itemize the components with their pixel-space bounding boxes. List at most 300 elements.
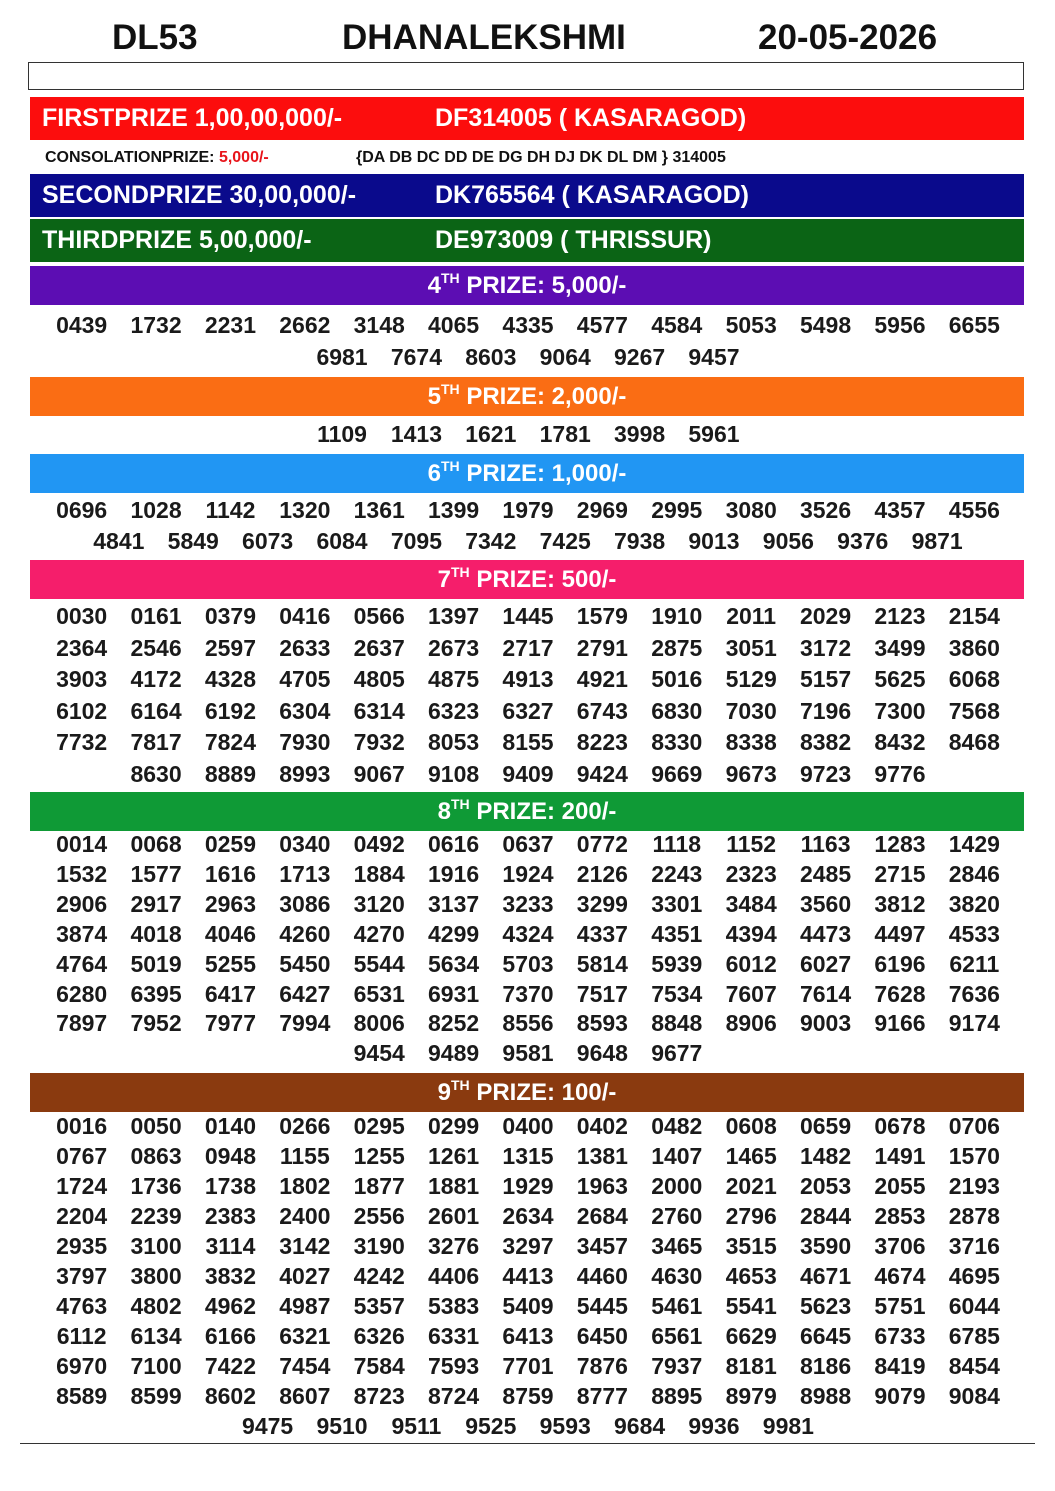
winning-number: 8777	[576, 1383, 628, 1409]
tier-label: PRIZE: 500/-	[476, 566, 617, 593]
winning-number: 7824	[204, 729, 257, 756]
winning-number: 4533	[948, 920, 1000, 947]
tier-ordinal: 5	[427, 383, 441, 410]
winning-number: 1621	[465, 421, 517, 447]
winning-number: 2055	[874, 1173, 926, 1199]
winning-number: 1881	[428, 1173, 480, 1199]
winning-number: 6970	[56, 1353, 108, 1379]
winning-number: 5814	[576, 950, 628, 977]
winning-number: 1261	[428, 1143, 480, 1169]
winning-number: 2906	[56, 890, 108, 917]
winning-number: 4406	[428, 1263, 480, 1289]
winning-number: 7932	[353, 729, 405, 756]
tier-suffix: TH	[450, 1077, 470, 1093]
winning-number: 2717	[502, 634, 554, 661]
winning-number: 3716	[948, 1233, 1000, 1259]
winning-number: 6211	[949, 950, 1000, 977]
winning-number: 4027	[279, 1263, 331, 1289]
winning-number: 1877	[353, 1173, 405, 1199]
winning-number: 5383	[428, 1293, 480, 1319]
winning-number: 7300	[874, 697, 926, 724]
winning-number: 0948	[204, 1143, 257, 1169]
winning-number: 1732	[130, 312, 182, 338]
winning-number: 6395	[130, 980, 182, 1007]
winning-number: 8223	[576, 729, 628, 756]
winning-number: 5019	[130, 950, 182, 977]
winning-number: 6531	[353, 980, 405, 1007]
winning-number: 7422	[204, 1353, 257, 1379]
winning-number: 9166	[874, 1010, 926, 1037]
winning-number: 9067	[353, 760, 405, 787]
winning-number: 8181	[725, 1353, 777, 1379]
winning-number: 4335	[502, 312, 554, 338]
winning-number: 1142	[205, 497, 256, 523]
winning-number: 8155	[502, 729, 554, 756]
tier-suffix: TH	[450, 564, 470, 580]
winning-number: 1465	[725, 1143, 777, 1169]
winning-number: 0616	[428, 831, 480, 857]
winning-number: 3086	[279, 890, 331, 917]
winning-number: 3457	[576, 1233, 628, 1259]
winning-number: 7701	[502, 1353, 554, 1379]
winning-number: 7196	[799, 697, 852, 724]
winning-number: 1532	[56, 860, 108, 887]
winning-number: 3301	[651, 890, 703, 917]
winning-number: 8599	[130, 1383, 182, 1409]
winning-number: 5016	[651, 666, 703, 693]
tier-label: PRIZE: 1,000/-	[466, 460, 627, 487]
winning-number: 0637	[502, 831, 554, 857]
winning-number: 4046	[204, 920, 257, 947]
winning-number: 5541	[725, 1293, 777, 1319]
winning-number: 2485	[799, 860, 852, 887]
winning-number: 6166	[204, 1323, 257, 1349]
winning-number: 0696	[56, 497, 108, 523]
winning-number: 0402	[576, 1113, 628, 1139]
winning-number: 2963	[204, 890, 257, 917]
winning-number: 9648	[576, 1040, 628, 1067]
winning-number: 2546	[130, 634, 182, 661]
winning-number: 5053	[725, 312, 777, 338]
winning-number: 4584	[651, 312, 703, 338]
winning-number: 7607	[725, 980, 777, 1007]
winning-number: 6331	[428, 1323, 480, 1349]
winning-number: 2204	[56, 1203, 108, 1229]
winning-number: 4695	[948, 1263, 1000, 1289]
winning-number: 3998	[614, 421, 666, 447]
winning-number: 7817	[130, 729, 182, 756]
winning-number: 9936	[688, 1413, 740, 1439]
winning-number: 8988	[799, 1383, 852, 1409]
winning-number: 8338	[725, 729, 777, 756]
winning-number: 4577	[576, 312, 628, 338]
fourth-prize-band	[30, 266, 1024, 305]
winning-number: 1482	[799, 1143, 852, 1169]
winning-number: 1929	[502, 1173, 554, 1199]
winning-number: 2126	[576, 860, 628, 887]
winning-number: 7342	[465, 528, 517, 554]
tier-ordinal: 9	[437, 1079, 451, 1106]
winning-number: 4921	[576, 666, 628, 693]
winning-number: 9776	[874, 760, 926, 787]
winning-number: 3172	[799, 634, 852, 661]
winning-number: 1118	[652, 831, 702, 857]
tier-ordinal: 7	[437, 566, 451, 593]
seventh-prize-numbers	[44, 601, 1012, 791]
tier-label: PRIZE: 200/-	[476, 798, 617, 825]
winning-number: 6655	[948, 312, 1000, 338]
winning-number: 5956	[874, 312, 926, 338]
winning-number: 4497	[874, 920, 926, 947]
winning-number: 0678	[874, 1113, 926, 1139]
winning-number: 5129	[725, 666, 777, 693]
winning-number: 4460	[576, 1263, 628, 1289]
winning-number: 9079	[874, 1383, 926, 1409]
winning-number: 2846	[948, 860, 1000, 887]
winning-number: 3233	[502, 890, 554, 917]
winning-number: 9871	[911, 528, 963, 554]
winning-number: 1397	[428, 603, 480, 629]
winning-number: 6427	[279, 980, 331, 1007]
fifth-prize-band	[30, 377, 1024, 416]
winning-number: 9581	[502, 1040, 554, 1067]
winning-number: 9457	[688, 344, 740, 370]
winning-number: 4875	[428, 666, 480, 693]
winning-number: 6321	[279, 1323, 331, 1349]
winning-number: 6314	[353, 697, 405, 724]
draw-date: 20-05-2026	[758, 18, 938, 57]
winning-number: 3137	[428, 890, 480, 917]
winning-number: 2917	[130, 890, 182, 917]
consolation-label: CONSOLATIONPRIZE:	[45, 149, 215, 166]
winning-number: 4324	[502, 920, 554, 947]
winning-number: 9174	[948, 1010, 1000, 1037]
winning-number: 9409	[502, 760, 554, 787]
winning-number: 8759	[502, 1383, 554, 1409]
winning-number: 3120	[353, 890, 405, 917]
winning-number: 3148	[353, 312, 405, 338]
winning-number: 4260	[279, 920, 331, 947]
winning-number: 9064	[539, 344, 591, 370]
winning-number: 2601	[428, 1203, 480, 1229]
winning-number: 1429	[948, 831, 1000, 857]
winning-number: 5961	[688, 421, 740, 447]
winning-number: 6280	[56, 980, 108, 1007]
winning-number: 6743	[576, 697, 628, 724]
winning-number: 2597	[204, 634, 257, 661]
winning-number: 3590	[799, 1233, 852, 1259]
winning-number: 4913	[502, 666, 554, 693]
winning-number: 8454	[948, 1353, 1000, 1379]
winning-number: 4172	[130, 666, 182, 693]
sixth-prize-band	[30, 454, 1024, 493]
winning-number: 2791	[576, 634, 628, 661]
winning-number: 3812	[874, 890, 926, 917]
consolation-amount: 5,000/-	[218, 149, 269, 166]
tier-ordinal: 4	[427, 272, 441, 299]
winning-number: 1579	[576, 603, 628, 629]
winning-number: 2796	[725, 1203, 777, 1229]
winning-number: 4357	[874, 497, 926, 523]
winning-number: 9669	[651, 760, 703, 787]
winning-number: 4351	[651, 920, 703, 947]
winning-number: 6629	[725, 1323, 777, 1349]
winning-number: 3465	[651, 1233, 703, 1259]
winning-number: 3299	[576, 890, 628, 917]
winning-number: 4065	[428, 312, 480, 338]
winning-number: 6068	[948, 666, 1000, 693]
winning-number: 1616	[204, 860, 257, 887]
result-header	[0, 16, 1055, 60]
winning-number: 1916	[428, 860, 480, 887]
tier-ordinal: 6	[427, 460, 441, 487]
winning-number: 1399	[428, 497, 480, 523]
winning-number: 9673	[725, 760, 777, 787]
winning-number: 4473	[799, 920, 852, 947]
winning-number: 2383	[204, 1203, 257, 1229]
winning-number: 2239	[130, 1203, 182, 1229]
winning-number: 8906	[725, 1010, 777, 1037]
winning-number: 7930	[279, 729, 331, 756]
winning-number: 6027	[799, 950, 852, 977]
eighth-prize-band	[30, 792, 1024, 831]
winning-number: 6733	[874, 1323, 926, 1349]
winning-number: 9510	[316, 1413, 368, 1439]
winning-number: 7517	[576, 980, 628, 1007]
winning-number: 5445	[576, 1293, 628, 1319]
winning-number: 8607	[279, 1383, 331, 1409]
winning-number: 6164	[130, 697, 182, 724]
winning-number: 2844	[799, 1203, 852, 1229]
winning-number: 1713	[279, 860, 331, 887]
winning-number: 0492	[353, 831, 405, 857]
winning-number: 9084	[948, 1383, 1000, 1409]
winning-number: 7100	[130, 1353, 182, 1379]
bottom-divider	[20, 1443, 1035, 1444]
winning-number: 6012	[725, 950, 777, 977]
winning-number: 3874	[56, 920, 108, 947]
third-prize-winner: DE973009 ( THRISSUR)	[435, 226, 712, 254]
winning-number: 7876	[576, 1353, 628, 1379]
winning-number: 0379	[204, 603, 257, 629]
winning-number: 1963	[576, 1173, 628, 1199]
winning-number: 1028	[130, 497, 182, 523]
winning-number: 1491	[874, 1143, 926, 1169]
winning-number: 8993	[279, 760, 331, 787]
winning-number: 1163	[800, 831, 851, 857]
winning-number: 0030	[56, 603, 108, 629]
winning-number: 1724	[56, 1173, 108, 1199]
winning-number: 9723	[799, 760, 852, 787]
winning-number: 8006	[353, 1010, 405, 1037]
winning-number: 9376	[837, 528, 889, 554]
winning-number: 0482	[651, 1113, 703, 1139]
consolation-series: {DA DB DC DD DE DG DH DJ DK DL DM } 314005	[356, 149, 726, 166]
winning-number: 7938	[614, 528, 666, 554]
winning-number: 9424	[576, 760, 628, 787]
winning-number: 4705	[279, 666, 331, 693]
winning-number: 9454	[353, 1040, 405, 1067]
winning-number: 7674	[390, 344, 442, 370]
winning-number: 3499	[874, 634, 926, 661]
first-prize-label: FIRSTPRIZE 1,00,00,000/-	[42, 104, 343, 132]
winning-number: 7593	[428, 1353, 480, 1379]
winning-number: 1315	[502, 1143, 554, 1169]
winning-number: 3080	[725, 497, 777, 523]
third-prize-row	[30, 219, 1024, 262]
winning-number: 3706	[874, 1233, 926, 1259]
winning-number: 1570	[948, 1143, 1000, 1169]
winning-number: 9677	[651, 1040, 703, 1067]
winning-number: 5939	[651, 950, 703, 977]
winning-number: 7636	[948, 980, 1000, 1007]
winning-number: 3526	[799, 497, 852, 523]
winning-number: 2878	[948, 1203, 1000, 1229]
winning-number: 4805	[353, 666, 405, 693]
winning-number: 2053	[799, 1173, 852, 1199]
winning-number: 1924	[502, 860, 554, 887]
tier-suffix: TH	[440, 458, 460, 474]
eighth-prize-numbers	[44, 830, 1012, 1069]
winning-number: 4242	[353, 1263, 405, 1289]
winning-number: 4413	[502, 1263, 554, 1289]
winning-number: 2021	[725, 1173, 777, 1199]
winning-number: 3100	[130, 1233, 182, 1259]
winning-number: 0767	[56, 1143, 108, 1169]
winning-number: 2400	[279, 1203, 331, 1229]
winning-number: 2193	[948, 1173, 1000, 1199]
winning-number: 3484	[725, 890, 777, 917]
consolation-prize	[45, 146, 726, 170]
third-prize-label: THIRDPRIZE 5,00,000/-	[42, 226, 312, 254]
winning-number: 3797	[56, 1263, 108, 1289]
tier-suffix: TH	[440, 270, 460, 286]
winning-number: 9489	[428, 1040, 480, 1067]
winning-number: 1407	[651, 1143, 703, 1169]
winning-number: 4394	[725, 920, 777, 947]
winning-number: 6327	[502, 697, 554, 724]
winning-number: 8556	[502, 1010, 554, 1037]
winning-number: 3051	[725, 634, 777, 661]
winning-number: 5544	[353, 950, 405, 977]
winning-number: 8186	[799, 1353, 852, 1379]
winning-number: 5634	[428, 950, 480, 977]
winning-number: 3800	[130, 1263, 182, 1289]
winning-number: 2969	[576, 497, 628, 523]
winning-number: 0161	[130, 603, 182, 629]
winning-number: 3276	[428, 1233, 480, 1259]
lottery-name: DHANALEKSHMI	[342, 18, 626, 57]
winning-number: 5255	[204, 950, 257, 977]
seventh-prize-band	[30, 560, 1024, 599]
winning-number: 2684	[576, 1203, 628, 1229]
winning-number: 5157	[799, 666, 852, 693]
winning-number: 2875	[651, 634, 703, 661]
second-prize-label: SECONDPRIZE 30,00,000/-	[42, 181, 357, 209]
winning-number: 6323	[428, 697, 480, 724]
winning-number: 1320	[279, 497, 331, 523]
second-prize-winner: DK765564 ( KASARAGOD)	[435, 181, 749, 209]
winning-number: 0566	[353, 603, 405, 629]
winning-number: 1736	[130, 1173, 182, 1199]
winning-number: 5751	[874, 1293, 926, 1319]
winning-number: 0140	[204, 1113, 257, 1139]
winning-number: 9003	[799, 1010, 852, 1037]
winning-number: 1152	[726, 831, 777, 857]
winning-number: 0340	[279, 831, 331, 857]
winning-number: 1910	[651, 603, 703, 629]
winning-number: 6326	[353, 1323, 405, 1349]
ninth-prize-numbers	[44, 1111, 1012, 1441]
winning-number: 1577	[130, 860, 182, 887]
winning-number: 4671	[799, 1263, 852, 1289]
winning-number: 8895	[651, 1383, 703, 1409]
winning-number: 8593	[576, 1010, 628, 1037]
tier-ordinal: 8	[437, 798, 451, 825]
winning-number: 1155	[279, 1143, 330, 1169]
winning-number: 2935	[56, 1233, 108, 1259]
winning-number: 9475	[242, 1413, 294, 1439]
winning-number: 7030	[725, 697, 777, 724]
winning-number: 2995	[651, 497, 703, 523]
winning-number: 4328	[204, 666, 257, 693]
winning-number: 5498	[799, 312, 852, 338]
fourth-prize-numbers	[44, 309, 1012, 373]
winning-number: 1413	[390, 421, 442, 447]
winning-number: 2154	[948, 603, 1000, 629]
winning-number: 9108	[428, 760, 480, 787]
winning-number: 2760	[651, 1203, 703, 1229]
winning-number: 2637	[353, 634, 405, 661]
winning-number: 3560	[799, 890, 852, 917]
winning-number: 6561	[651, 1323, 703, 1349]
winning-number: 2556	[353, 1203, 405, 1229]
winning-number: 1445	[502, 603, 554, 629]
winning-number: 6044	[948, 1293, 1000, 1319]
winning-number: 3297	[502, 1233, 554, 1259]
winning-number: 5703	[502, 950, 554, 977]
winning-number: 0608	[725, 1113, 777, 1139]
winning-number: 6084	[316, 528, 368, 554]
winning-number: 8330	[651, 729, 703, 756]
winning-number: 7628	[874, 980, 926, 1007]
winning-number: 3515	[725, 1233, 777, 1259]
winning-number: 8589	[56, 1383, 108, 1409]
winning-number: 8848	[651, 1010, 703, 1037]
winning-number: 4674	[874, 1263, 926, 1289]
winning-number: 0050	[130, 1113, 182, 1139]
winning-number: 7095	[390, 528, 442, 554]
winning-number: 2243	[651, 860, 703, 887]
winning-number: 6417	[204, 980, 257, 1007]
winning-number: 0863	[130, 1143, 182, 1169]
winning-number: 4337	[576, 920, 628, 947]
winning-number: 7732	[56, 729, 108, 756]
winning-number: 5450	[279, 950, 331, 977]
winning-number: 9981	[762, 1413, 814, 1439]
tier-label: PRIZE: 100/-	[476, 1079, 617, 1106]
winning-number: 4630	[651, 1263, 703, 1289]
winning-number: 6931	[428, 980, 480, 1007]
winning-number: 7584	[353, 1353, 405, 1379]
winning-number: 0295	[353, 1113, 405, 1139]
winning-number: 5461	[651, 1293, 703, 1319]
winning-number: 6134	[130, 1323, 182, 1349]
winning-number: 7454	[279, 1353, 331, 1379]
winning-number: 5357	[353, 1293, 405, 1319]
winning-number: 6981	[316, 344, 368, 370]
winning-number: 1361	[353, 497, 405, 523]
